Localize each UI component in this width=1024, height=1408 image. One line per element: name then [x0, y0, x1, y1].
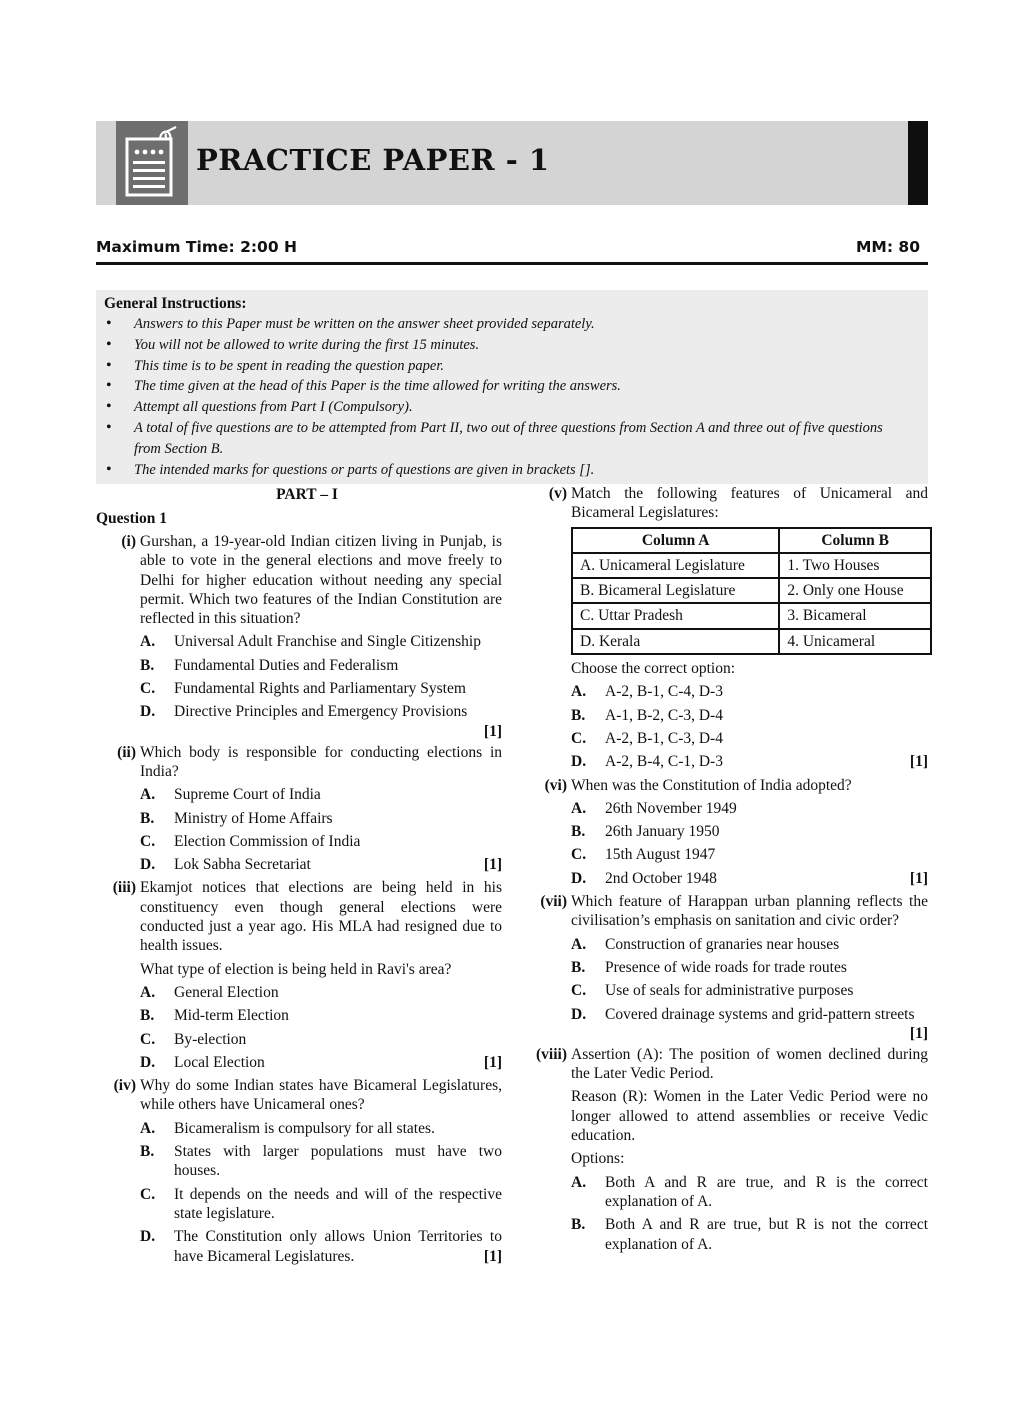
option: A. Universal Adult Franchise and Single Citizenship — [140, 633, 481, 651]
marks: [1] — [909, 753, 928, 771]
option: C. Use of seals for administrative purposes — [571, 982, 854, 1000]
divider — [96, 262, 928, 265]
instruction-item: • A total of five questions are to be attempted from Part II, two out of three questions from Section A and three out of five questions from Section B. — [104, 418, 920, 460]
option: D. Local Election [1] — [140, 1053, 502, 1071]
document-list-icon — [116, 121, 188, 205]
table-cell: A. Unicameral Legislature — [572, 553, 779, 578]
option: B. A-1, B-2, C-3, D-4 — [571, 706, 723, 724]
option: B. 26th January 1950 — [571, 823, 720, 841]
reason-text: Reason (R): Women in the Later Vedic Period were no longer allowed to attend assemblies or receive Vedic education. — [571, 1088, 928, 1145]
option: B. Presence of wide roads for trade routes — [571, 958, 847, 976]
option: C. Election Commission of India — [140, 832, 361, 850]
option: A. Construction of granaries near houses — [571, 935, 840, 953]
question-viii — [527, 1045, 928, 1254]
option: A. A-2, B-1, C-4, D-3 — [571, 683, 723, 701]
option: B. Mid-term Election — [140, 1007, 289, 1025]
max-marks: MM: 80 — [855, 238, 920, 256]
banner-accent-bar — [908, 121, 928, 205]
question-text: Which body is responsible for conducting elections in India? — [140, 743, 502, 780]
question-subtext: Choose the correct option: — [571, 660, 735, 678]
question-number: (ii) — [117, 743, 136, 761]
marks: [1] — [483, 1247, 502, 1265]
left-column — [96, 484, 502, 1270]
question-text: Match the following features of Unicameral and Bicameral Legislatures: — [571, 485, 928, 522]
assertion-text: Assertion (A): The position of women declined during the Later Vedic Period. — [571, 1045, 928, 1083]
instruction-item: • The time given at the head of this Paper is the time allowed for writing the answers. — [104, 376, 920, 397]
instruction-item: • The intended marks for questions or parts of questions are given in brackets []. — [104, 460, 920, 481]
question-iii — [96, 878, 502, 1072]
title-banner — [96, 121, 928, 205]
option: B. States with larger populations must have two houses. — [140, 1143, 502, 1180]
part-title: PART – I — [276, 486, 338, 503]
question-number: (iii) — [112, 879, 136, 897]
question-number: (vii) — [540, 893, 567, 911]
option: C. 15th August 1947 — [571, 846, 716, 864]
marks: [1] — [483, 1053, 502, 1071]
table-row — [572, 603, 931, 628]
question-text: Gurshan, a 19-year-old Indian citizen living in Punjab, is able to vote in the general elections and move freely to Delhi for higher education without needing any special permit. Which two features of the Indian Constitution are reflected in this situation? — [140, 533, 502, 628]
table-cell: B. Bicameral Legislature — [572, 578, 779, 603]
table-cell: 1. Two Houses — [779, 553, 931, 578]
option: C. By-election — [140, 1030, 247, 1048]
max-time: Maximum Time: 2:00 H — [96, 238, 297, 256]
option: D. 2nd October 1948 [1] — [571, 869, 928, 887]
options-label: Options: — [571, 1150, 625, 1168]
general-instructions — [96, 290, 928, 484]
option: D. A-2, B-4, C-1, D-3 [1] — [571, 753, 928, 771]
option: B. Ministry of Home Affairs — [140, 809, 333, 827]
question-text: Which feature of Harappan urban planning reflects the civilisation’s emphasis on sanitation and civic order? — [571, 893, 928, 930]
option: D. Directive Principles and Emergency Provisions — [140, 703, 468, 721]
instruction-item: • You will not be allowed to write during the first 15 minutes. — [104, 335, 920, 356]
question-text: Why do some Indian states have Bicameral Legislatures, while others have Unicameral ones? — [140, 1077, 502, 1114]
match-table — [571, 527, 932, 655]
table-row — [572, 578, 931, 603]
question-number: (v) — [548, 485, 567, 502]
marks: [1] — [483, 722, 502, 740]
option: B. Fundamental Duties and Federalism — [140, 656, 399, 674]
table-header: Column A — [572, 528, 779, 553]
instruction-item: • Answers to this Paper must be written on the answer sheet provided separately. — [104, 314, 920, 335]
page-title: PRACTICE PAPER - 1 — [196, 143, 550, 177]
exam-meta — [96, 238, 928, 262]
option: A. Both A and R are true, and R is the correct explanation of A. — [571, 1173, 928, 1210]
table-header: Column B — [779, 528, 931, 553]
marks: [1] — [909, 1024, 928, 1042]
question-iv — [96, 1076, 502, 1266]
question-title: Question 1 — [96, 510, 168, 527]
question-number: (vi) — [544, 776, 567, 794]
option: C. It depends on the needs and will of the respective state legislature. — [140, 1185, 502, 1222]
table-cell: C. Uttar Pradesh — [572, 603, 779, 628]
question-vi — [527, 776, 928, 888]
option: A. Bicameralism is compulsory for all states. — [140, 1119, 435, 1137]
question-i — [96, 532, 502, 741]
option: C. Fundamental Rights and Parliamentary System — [140, 680, 466, 698]
table-row — [572, 553, 931, 578]
instruction-item: • Attempt all questions from Part I (Compulsory). — [104, 397, 920, 418]
option: A. Supreme Court of India — [140, 786, 321, 804]
question-ii — [96, 743, 502, 875]
option: A. General Election — [140, 983, 279, 1001]
option: D. The Constitution only allows Union Territories to have Bicameral Legislatures. [1] — [140, 1228, 502, 1265]
instruction-item: • This time is to be spent in reading the question paper. — [104, 356, 920, 377]
table-cell: 3. Bicameral — [779, 603, 931, 628]
right-column — [527, 484, 928, 1258]
question-text: Ekamjot notices that elections are being held in his constituency even though general elections were conducted just a year ago. His MLA had resigned due to health issues. — [140, 879, 502, 955]
question-text: When was the Constitution of India adopted? — [571, 776, 852, 794]
table-cell: D. Kerala — [572, 629, 779, 654]
option: B. Both A and R are true, but R is not the correct explanation of A. — [571, 1216, 928, 1253]
table-row — [572, 629, 931, 654]
option: A. 26th November 1949 — [571, 799, 737, 817]
question-v — [527, 484, 928, 772]
marks: [1] — [483, 856, 502, 874]
question-number: (viii) — [536, 1045, 567, 1063]
instructions-heading: General Instructions: — [104, 295, 247, 312]
option: C. A-2, B-1, C-3, D-4 — [571, 729, 723, 747]
option: D. Lok Sabha Secretariat [1] — [140, 856, 502, 874]
question-vii — [527, 892, 928, 1043]
question-number: (i) — [121, 533, 136, 550]
marks: [1] — [909, 869, 928, 887]
table-cell: 4. Unicameral — [779, 629, 931, 654]
question-subtext: What type of election is being held in Ravi's area? — [140, 960, 452, 978]
option: D. Covered drainage systems and grid-pattern streets — [571, 1005, 915, 1023]
table-cell: 2. Only one House — [779, 578, 931, 603]
question-number: (iv) — [113, 1077, 136, 1095]
